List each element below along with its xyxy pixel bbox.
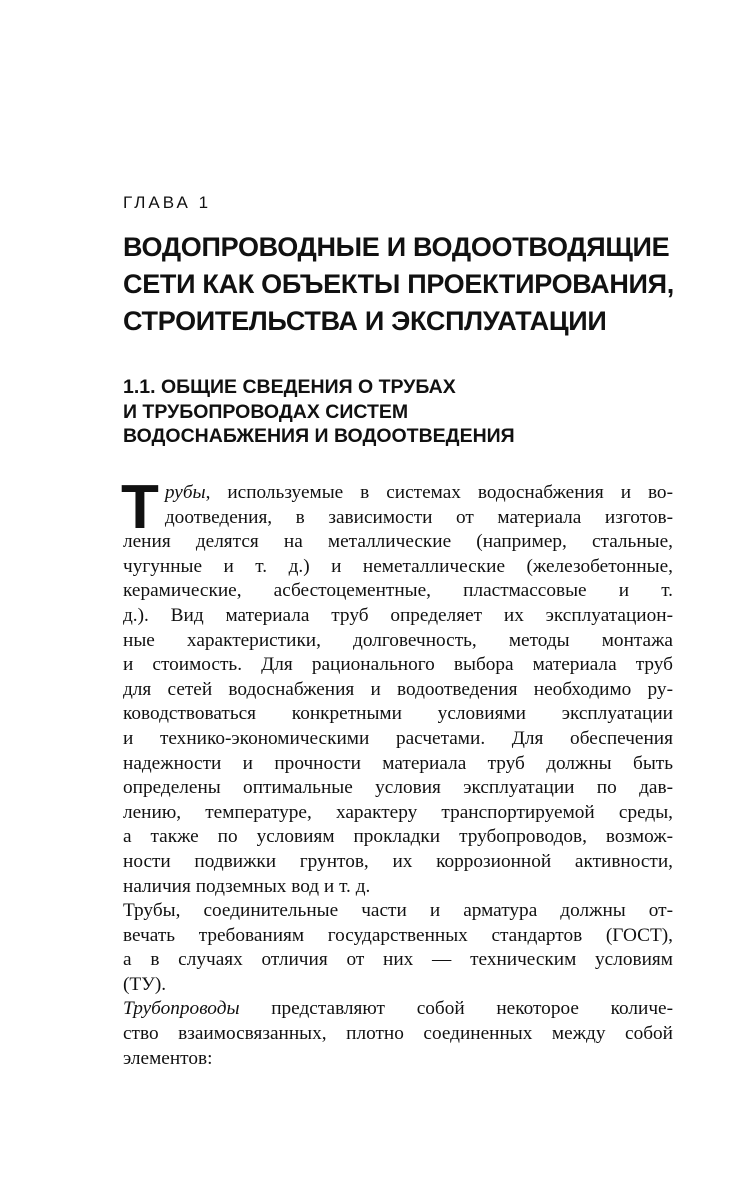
body-text [121,473,673,1071]
paragraph-1-last-line: наличия подземных вод и т. д. [123,875,371,897]
paragraph-1-line: ные характеристики, долговечность, методы монтажа [123,629,673,651]
section-title [123,375,683,449]
paragraph-1-line: ления делятся на металлические (например, стальные, [123,531,673,553]
paragraph-1-line: ководствоваться конкретными условиями эксплуатации [123,703,673,725]
paragraph-1-line: керамические, асбестоцементные, пластмассовые и т. [123,580,673,602]
paragraph-3-last-line: элементов: [123,1047,213,1069]
paragraph-1-line-2: доотведения, в зависимости от материала изготов- [164,506,673,528]
paragraph-2-line: а в случаях отличия от них — техническим условиям [123,949,673,971]
section-title-line-3: ВОДОСНАБЖЕНИЯ И ВОДООТВЕДЕНИЯ [123,425,515,447]
term-truby: рубы [164,482,206,503]
chapter-title-line-1: ВОДОПРОВОДНЫЕ И ВОДООТВОДЯЩИЕ [123,232,670,262]
paragraph-1-line: и стоимость. Для рационального выбора материала труб [123,654,673,676]
paragraph-1-line: и технико-экономическими расчетами. Для обеспечения [123,727,673,749]
term-truboprovody: Трубопроводы [123,998,240,1020]
paragraph-3 [123,997,673,1071]
paragraph-2-last-line: (ТУ). [123,973,167,995]
chapter-title-line-3: СТРОИТЕЛЬСТВА И ЭКСПЛУАТАЦИИ [123,306,607,336]
chapter-title [123,229,683,340]
paragraph-1-line: для сетей водоснабжения и водоотведения необходимо ру- [123,678,673,700]
drop-cap: Т [121,473,159,542]
paragraph-1-line: определены оптимальные условия эксплуатации по дав- [123,777,673,799]
paragraph-1-line: д.). Вид материала труб определяет их эксплуатацион- [123,604,673,626]
paragraph-2 [123,899,673,997]
paragraph-2-line-1: Трубы, соединительные части и арматура должны от- [123,900,673,922]
paragraph-1-line: а также по условиям прокладки трубопроводов, возмож- [123,826,673,848]
paragraph-1-line-1: рубы, используемые в системах водоснабжения и во- [164,482,673,503]
paragraph-1-line: чугунные и т. д.) и неметаллические (железобетонные, [123,555,673,577]
paragraph-3-line: ство взаимосвязанных, плотно соединенных между собой [123,1023,673,1045]
section-title-line-2: И ТРУБОПРОВОДАХ СИСТЕМ [123,400,409,423]
chapter-title-line-2: СЕТИ КАК ОБЪЕКТЫ ПРОЕКТИРОВАНИЯ, [123,269,674,299]
paragraph-1-line: лению, температуре, характеру транспортируемой среды, [123,801,673,823]
paragraph-2-line: вечать требованиям государственных стандартов (ГОСТ), [123,924,673,946]
paragraph-1-line: ности подвижки грунтов, их коррозионной активности, [123,850,673,872]
chapter-label: ГЛАВА 1 [123,193,212,212]
section-title-line-1: 1.1. ОБЩИЕ СВЕДЕНИЯ О ТРУБАХ [123,376,456,398]
paragraph-1 [121,473,673,899]
paragraph-3-line-1: Трубопроводы представляют собой некоторое количе- [123,998,673,1020]
paragraph-1-line: надежности и прочности материала труб должны быть [123,752,673,774]
